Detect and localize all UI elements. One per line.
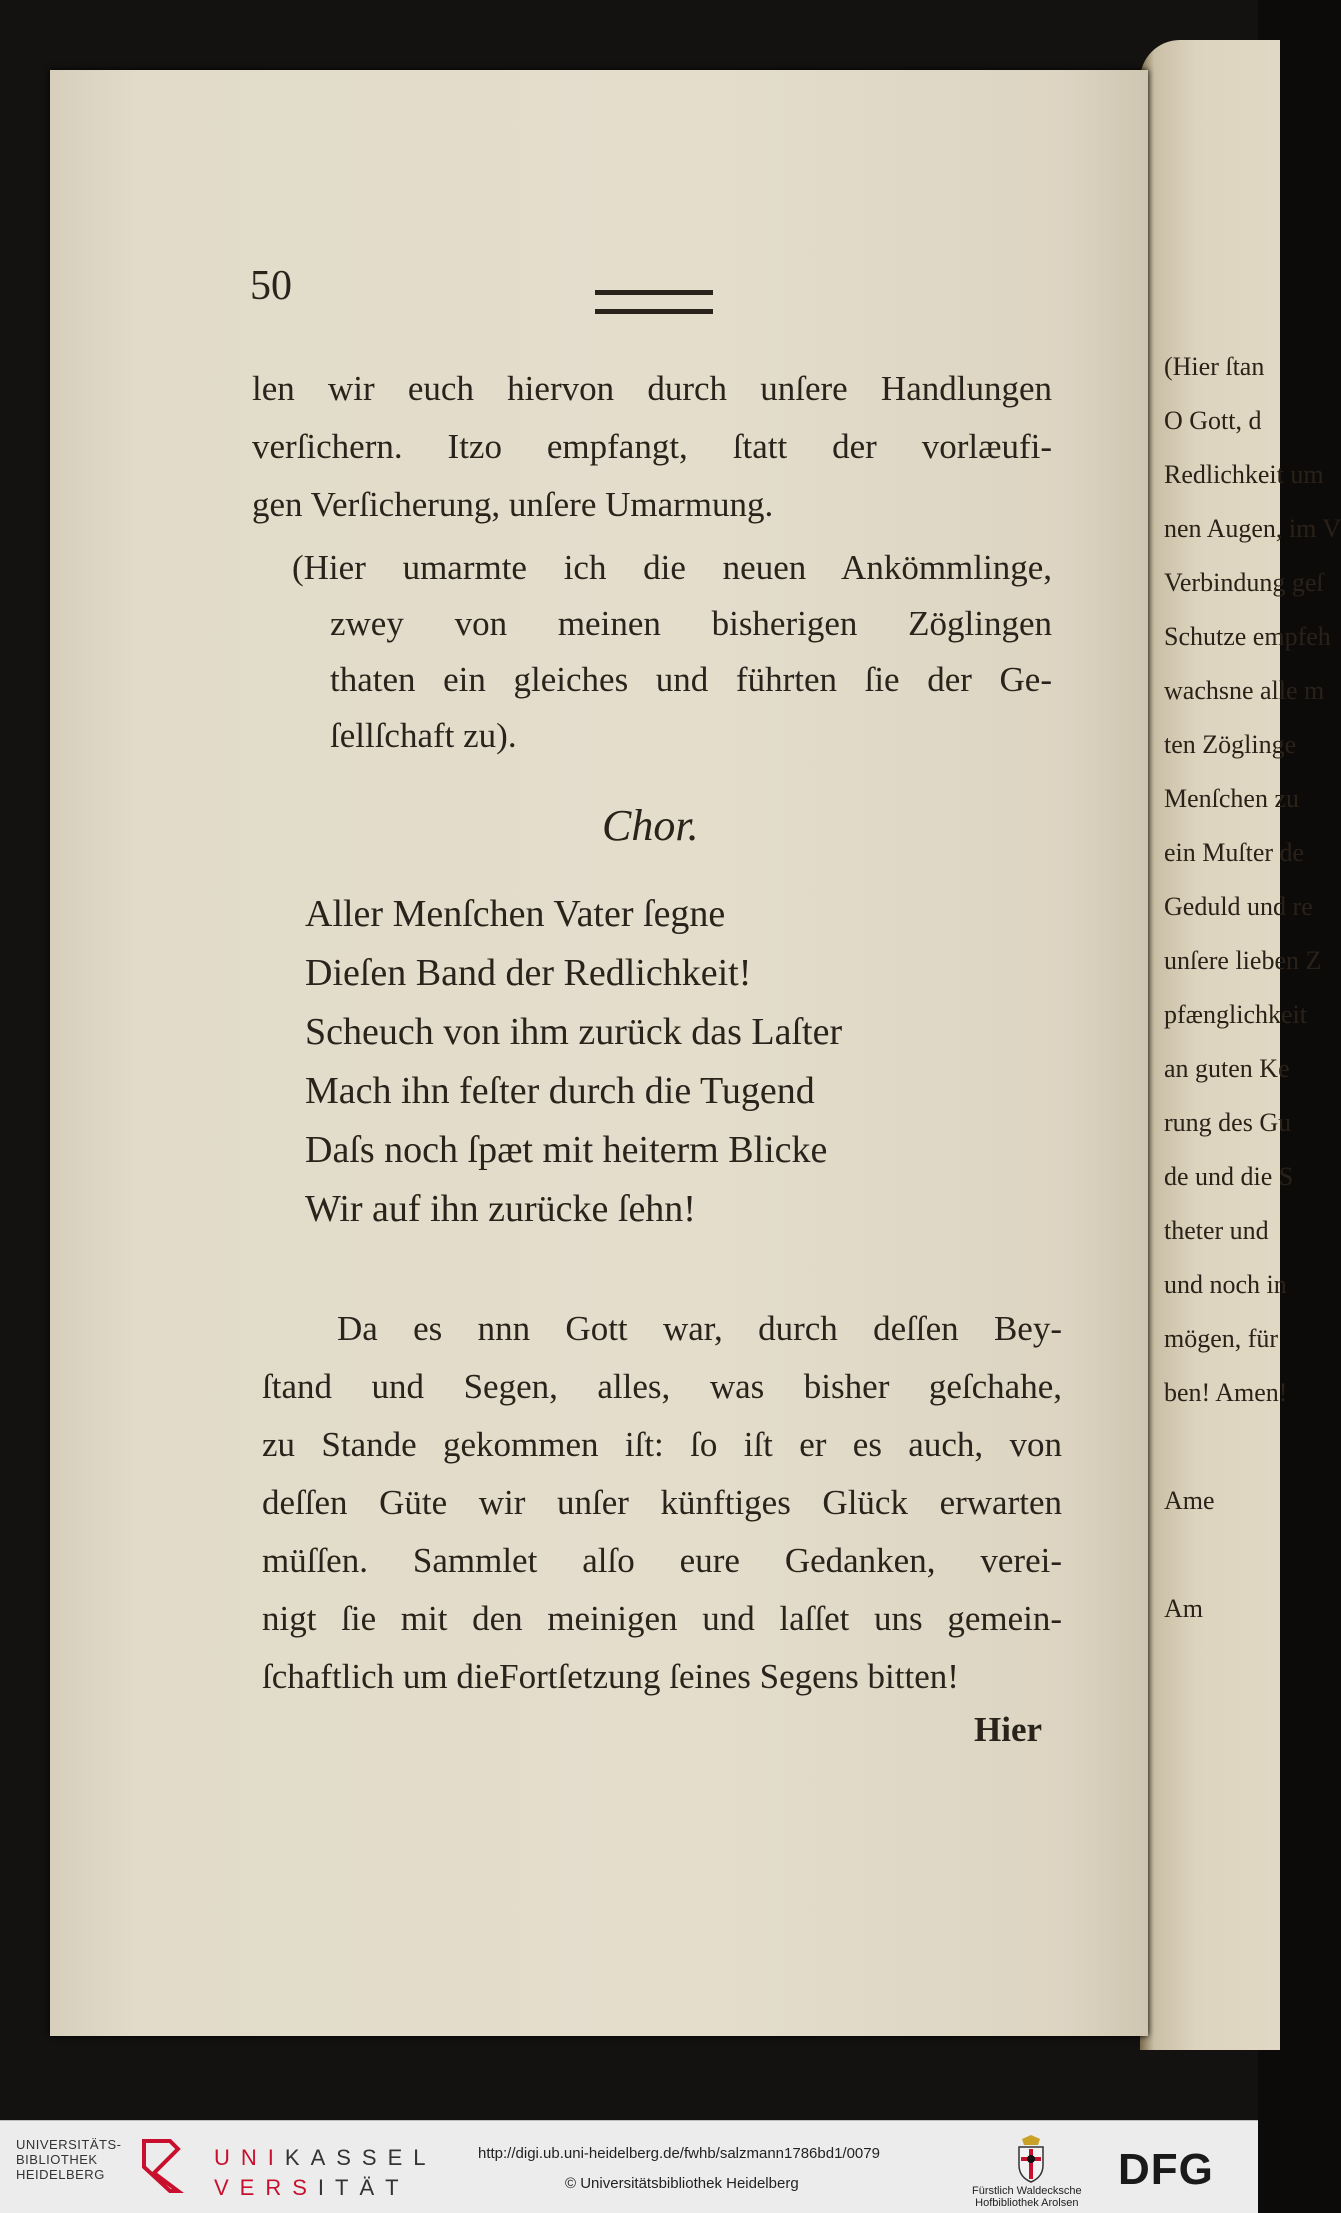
- text-line: Da es nnn Gott war, durch deſſen Bey-: [337, 1309, 1062, 1348]
- dfg-logo[interactable]: DFG: [1118, 2145, 1214, 2194]
- paragraph-3: [262, 1300, 1062, 1706]
- text-line: (Hier ſtan: [1164, 352, 1265, 381]
- text-line: ſchaftlich um dieFortſetzung ſeines Segens bitten!: [262, 1657, 959, 1696]
- text-line: deſſen Güte wir unſer künftiges Glück erwarten: [262, 1483, 1062, 1522]
- heidelberg-library-logo[interactable]: [16, 2137, 121, 2182]
- text-line: pfænglichkeit: [1164, 1000, 1307, 1029]
- text-line: Mach ihn feſter durch die Tugend: [305, 1070, 815, 1112]
- text-line: wachsne alle m: [1164, 676, 1325, 705]
- kassel-itaet: ITÄT: [317, 2175, 410, 2200]
- text-line: ten Zöglinge: [1164, 730, 1297, 759]
- text-line: unſere lieben Z: [1164, 946, 1322, 975]
- text-line: zwey von meinen bisherigen Zöglingen: [330, 604, 1052, 643]
- text-line: ſellſchaft zu).: [330, 716, 517, 755]
- poem: [305, 885, 842, 1239]
- text-line: Scheuch von ihm zurück das Laſter: [305, 1011, 843, 1053]
- library-line: UNIVERSITÄTS-: [16, 2137, 122, 2152]
- copyright: © Universitätsbibliothek Heidelberg: [565, 2175, 799, 2192]
- catchword: Hier: [974, 1710, 1043, 1749]
- text-line: theter und: [1164, 1216, 1269, 1245]
- kassel-vers: VERS: [214, 2175, 318, 2200]
- text-line: ben! Amen!: [1164, 1378, 1288, 1407]
- arolsen-line: Hofbibliothek Arolsen: [975, 2197, 1079, 2209]
- heidelberg-mark-icon: [140, 2137, 182, 2195]
- text-line: rung des Gu: [1164, 1108, 1292, 1137]
- arolsen-line: Fürstlich Waldecksche: [972, 2185, 1082, 2197]
- text-line: Menſchen zu: [1164, 784, 1300, 813]
- text-line: (Hier umarmte ich die neuen Ankömmlinge,: [292, 548, 1052, 587]
- facing-page: [1140, 40, 1341, 2050]
- text-line: Ame: [1164, 1486, 1215, 1515]
- text-line: de und die S: [1164, 1162, 1294, 1191]
- text-line: mögen, für: [1164, 1324, 1279, 1353]
- text-line: müſſen. Sammlet alſo eure Gedanken, verei-: [262, 1541, 1062, 1580]
- paragraph-1: [252, 360, 1052, 534]
- text-line: O Gott, d: [1164, 406, 1262, 435]
- library-line: HEIDELBERG: [16, 2167, 105, 2182]
- header-rule: [595, 290, 713, 314]
- library-line: BIBLIOTHEK: [16, 2152, 98, 2167]
- text-line: zu Stande gekommen iſt: ſo iſt er es auch, von: [262, 1425, 1062, 1464]
- facing-page-text: [1164, 340, 1341, 1636]
- kassel-uni: UNI: [214, 2145, 285, 2170]
- text-line: Daſs noch ſpæt mit heiterm Blicke: [305, 1129, 828, 1171]
- paragraph-2: [292, 540, 1052, 764]
- waldeck-crest-icon: [1016, 2135, 1046, 2183]
- arolsen-library: [972, 2185, 1082, 2209]
- text-line: len wir euch hiervon durch unſere Handlungen: [252, 369, 1052, 408]
- text-line: ſtand und Segen, alles, was bisher geſchahe,: [262, 1367, 1062, 1406]
- text-line: [1164, 1420, 1341, 1474]
- section-title: Chor.: [602, 801, 699, 850]
- text-line: Wir auf ihn zurücke ſehn!: [305, 1188, 696, 1230]
- kassel-name: KASSEL: [284, 2145, 437, 2170]
- text-line: nen Augen, im V: [1164, 514, 1341, 543]
- text-line: gen Verſicherung, unſere Umarmung.: [252, 485, 774, 524]
- text-line: an guten Ke: [1164, 1054, 1290, 1083]
- text-line: Aller Menſchen Vater ſegne: [305, 893, 726, 935]
- text-line: Am: [1164, 1594, 1203, 1623]
- page-number: 50: [250, 263, 292, 309]
- footer-bar: [0, 2120, 1258, 2213]
- text-line: Geduld und re: [1164, 892, 1313, 921]
- permalink[interactable]: http://digi.ub.uni-heidelberg.de/fwhb/salzmann1786bd1/0079: [478, 2145, 880, 2162]
- text-line: verſichern. Itzo empfangt, ſtatt der vorlæufi-: [252, 427, 1052, 466]
- text-line: ein Muſter de: [1164, 838, 1305, 867]
- text-line: und noch in: [1164, 1270, 1287, 1299]
- text-line: Verbindung geſ: [1164, 568, 1324, 597]
- text-line: nigt ſie mit den meinigen und laſſet uns gemein-: [262, 1599, 1062, 1638]
- text-line: Schutze empfeh: [1164, 622, 1331, 651]
- kassel-logo[interactable]: [214, 2143, 437, 2203]
- text-line: Dieſen Band der Redlichkeit!: [305, 952, 752, 994]
- text-line: [1164, 1528, 1341, 1582]
- text-line: Redlichkeit um: [1164, 460, 1324, 489]
- text-line: thaten ein gleiches und führten ſie der Ge-: [330, 660, 1052, 699]
